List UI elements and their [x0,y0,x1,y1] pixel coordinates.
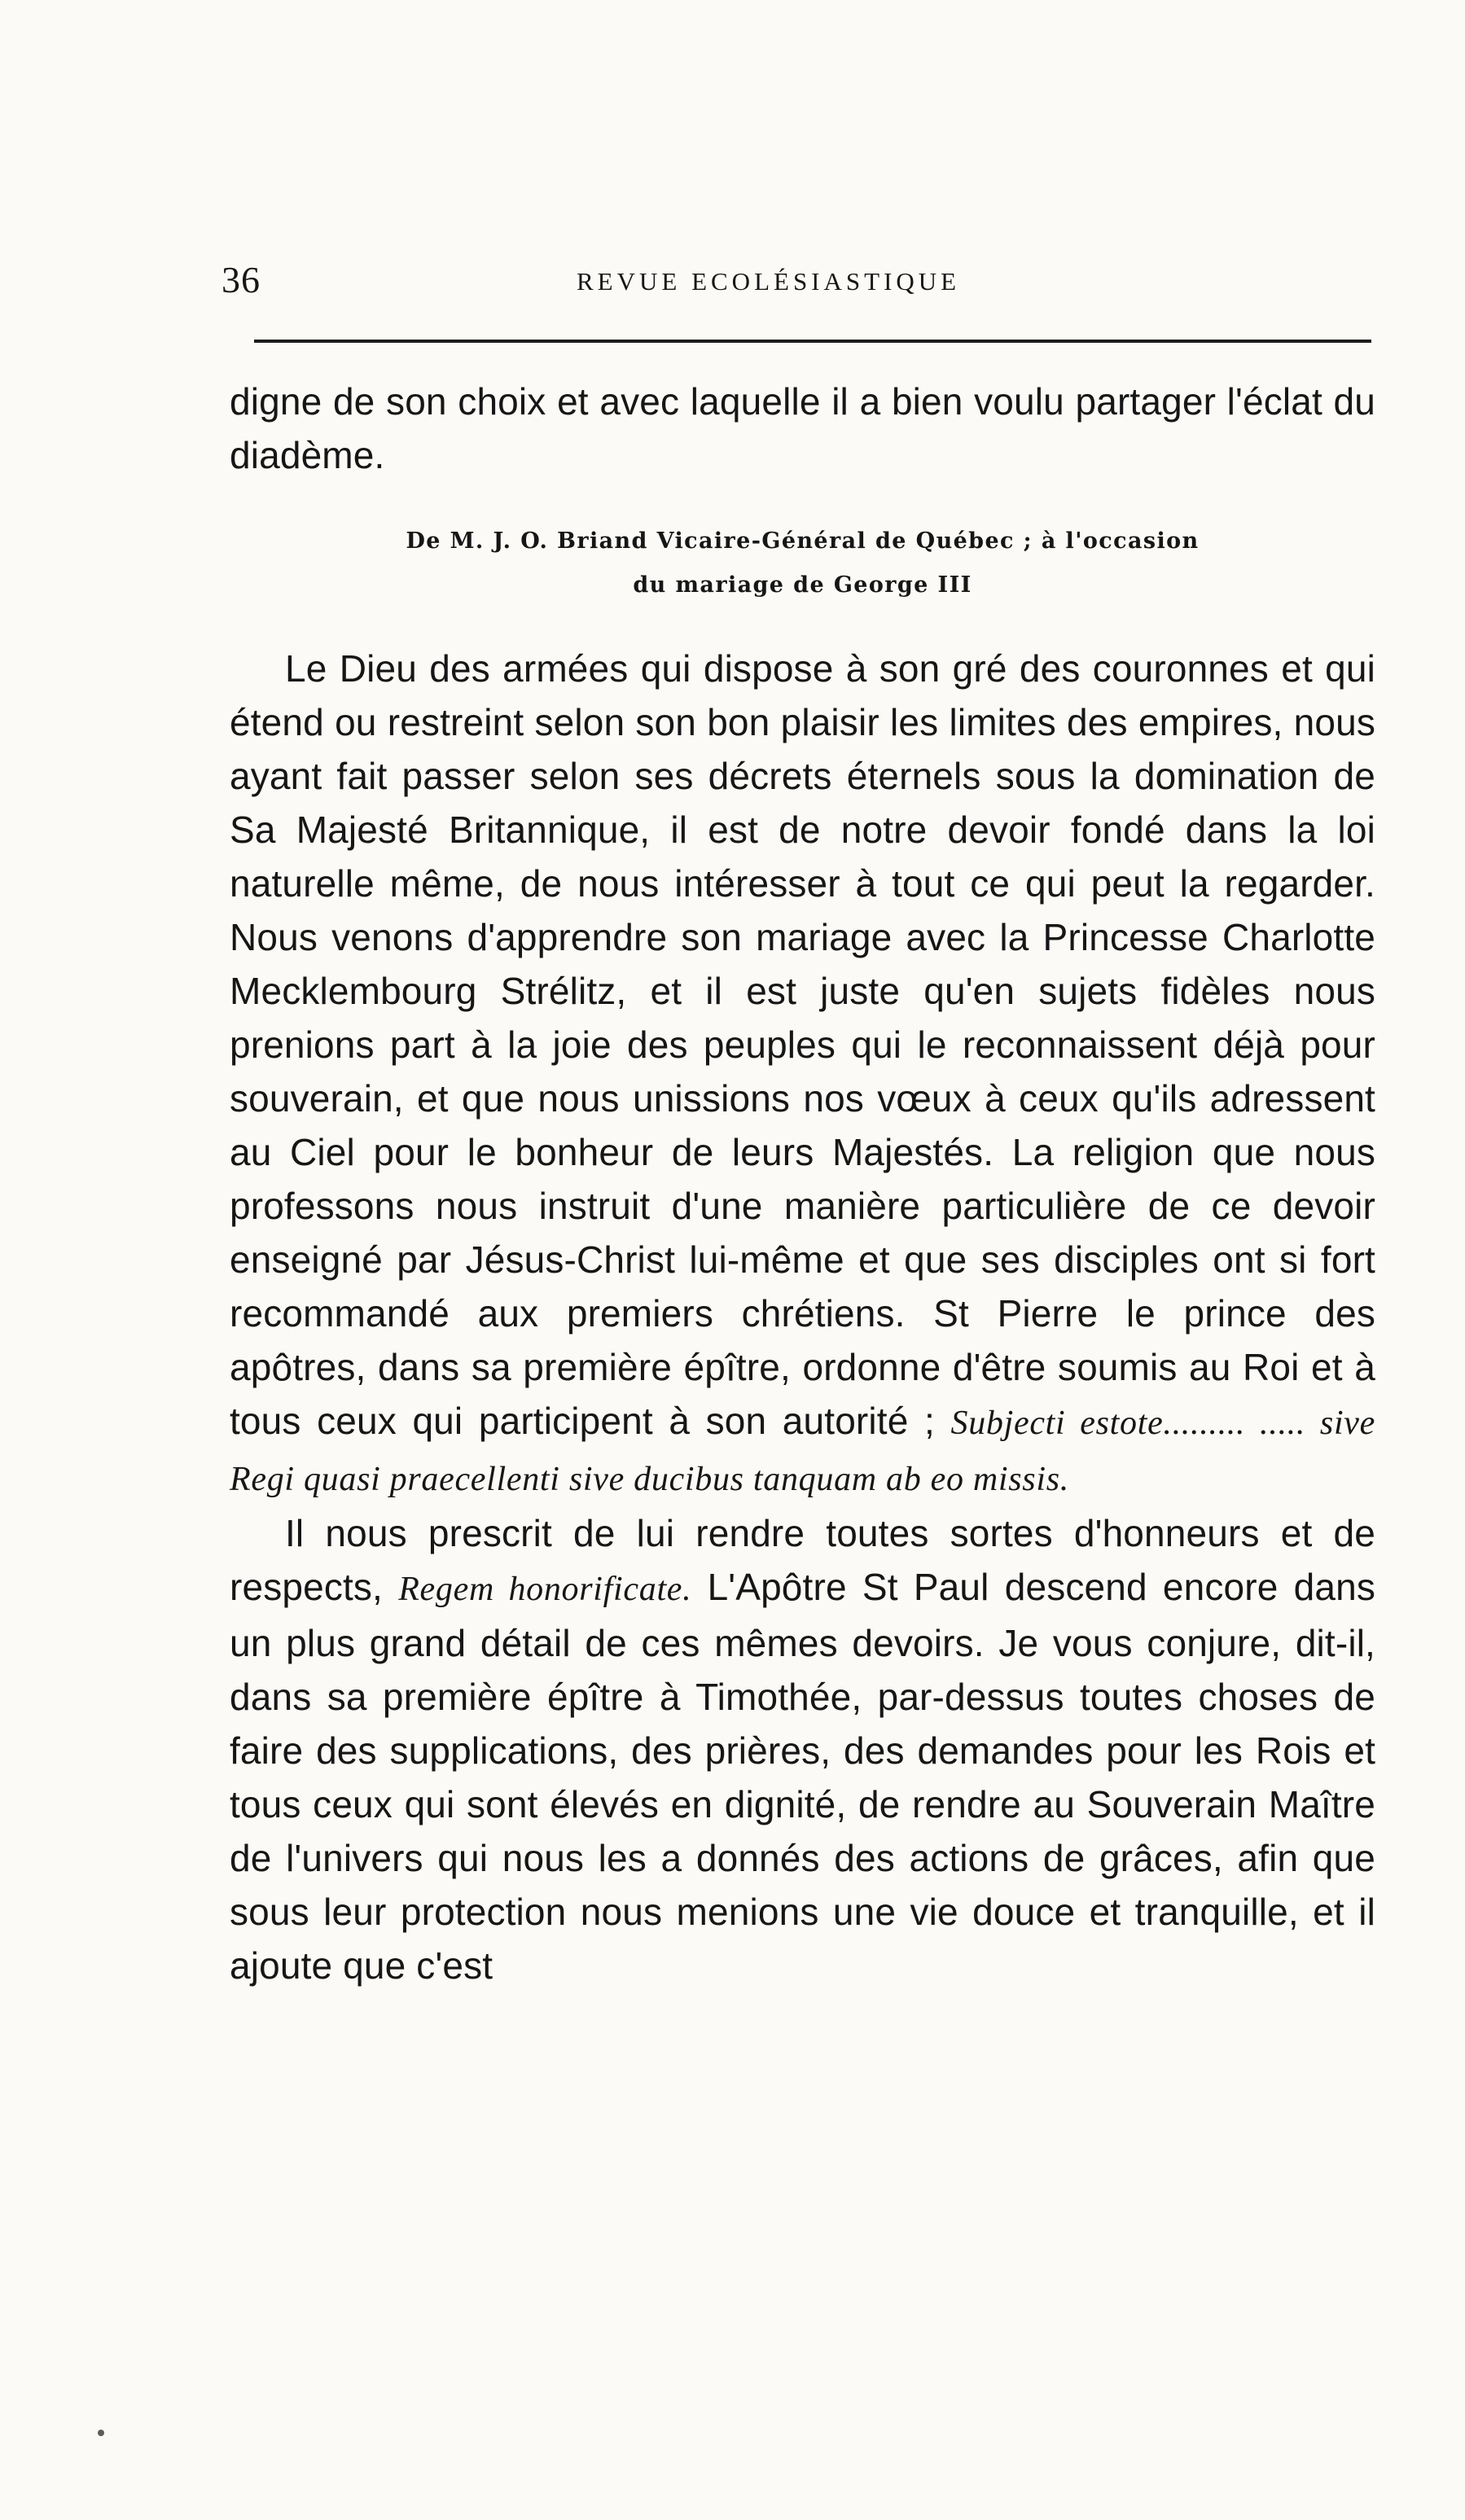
body-paragraph-2 [230,1506,1375,1992]
paragraph-2-latin-quote: Regem honorificate. [398,1571,692,1608]
body-paragraph-1 [230,642,1375,1506]
heading-line-1: De M. J. O. Briand Vicaire-Général de Québec ; à l'occasion [406,528,1200,554]
journal-title: REVUE ECOLÉSIASTIQUE [577,267,961,296]
paragraph-1-latin-quote: Subjecti estote......... ..... sive Regi quasi praecellenti sive ducibus tanquam ab eo missis. [230,1405,1375,1498]
section-heading [230,519,1375,607]
heading-line-2: du mariage de George III [633,572,972,598]
running-head [222,256,1371,305]
paragraph-2-text-start: Il nous prescrit de lui rendre toutes sortes d'honneurs et de respects, [230,1512,1375,1608]
ink-speck [98,2430,104,2436]
header-rule [254,340,1371,343]
paragraph-2-text-end: L'Apôtre St Paul descend encore dans un plus grand détail de ces mêmes devoirs. Je vous conjure, dit-il, dans sa première épître à Timothée, par-dessus toutes choses de faire des supplications, des prières, des demandes pour les Rois et tous ceux qui sont élevés en dignité, de rendre au Souverain Maître de l'univers qui nous les a donnés des actions de grâces, afin que sous leur protection nous menions une vie douce et tranquille, et il ajoute que c'est [230,1566,1376,1987]
page-number: 36 [222,259,261,300]
opening-paragraph: digne de son choix et avec laquelle il a bien voulu partager l'éclat du diadème. [230,380,1375,476]
main-text [230,375,1375,1992]
paragraph-1-text: Le Dieu des armées qui dispose à son gré des couronnes et qui étend ou restreint selon son bon plaisir les limites des empires, nous ayant fait passer selon ses décrets éternels sous la domination de Sa Majesté Britannique, il est de notre devoir fondé dans la loi naturelle même, de nous intéresser à tout ce qui peut la regarder. Nous venons d'apprendre son mariage avec la Princesse Charlotte Mecklembourg Strélitz, et il est juste qu'en sujets fidèles nous prenions part à la joie des peuples qui le reconnaissent déjà pour souverain, et que nous unissions nos vœux à ceux qu'ils adressent au Ciel pour le bonheur de leurs Majestés. La religion que nous professons nous instruit d'une manière particulière de ce devoir enseigné par Jésus-Christ lui-même et que ses disciples ont si fort recommandé aux premiers chrétiens. St Pierre le prince des apôtres, dans sa première épître, ordonne d'être soumis au Roi et à tous ceux qui participent à son autorité ; [230,647,1375,1442]
